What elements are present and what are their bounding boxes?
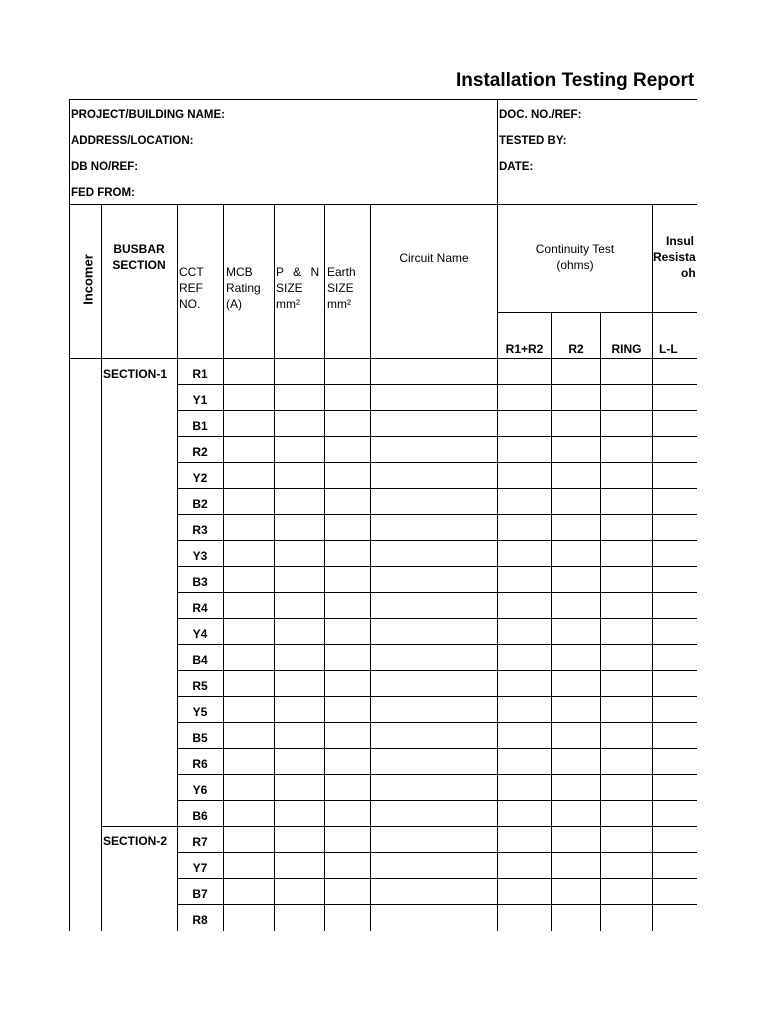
incomer-header: Incomer xyxy=(80,254,96,305)
busbar-header-1: BUSBAR xyxy=(113,242,165,256)
grid-line xyxy=(177,410,697,411)
grid-line xyxy=(177,204,178,931)
grid-line xyxy=(69,99,697,100)
grid-line xyxy=(177,852,697,853)
ring-header: RING xyxy=(611,342,642,356)
grid-line xyxy=(551,312,552,931)
cct-ref-cell: Y4 xyxy=(192,627,208,641)
grid-line xyxy=(600,312,601,931)
grid-line xyxy=(324,204,325,931)
project-label: PROJECT/BUILDING NAME: xyxy=(71,109,225,121)
cct-ref-cell: B2 xyxy=(192,497,208,511)
fed-from-label: FED FROM: xyxy=(71,187,135,199)
insulation-header-1: Insul xyxy=(666,234,695,248)
grid-line xyxy=(177,644,697,645)
cct-header-2: REF xyxy=(179,281,203,295)
grid-line xyxy=(177,826,697,827)
cct-ref-cell: Y1 xyxy=(192,393,208,407)
continuity-header-2: (ohms) xyxy=(556,258,594,272)
ll-header: L-L xyxy=(659,342,678,356)
earth-header-2: SIZE xyxy=(327,281,354,295)
date-label: DATE: xyxy=(499,161,534,173)
doc-ref-label: DOC. NO./REF: xyxy=(499,109,582,121)
pn-header-1: P & N xyxy=(276,265,320,279)
address-label: ADDRESS/LOCATION: xyxy=(71,135,194,147)
grid-line xyxy=(101,826,177,827)
grid-line xyxy=(177,462,697,463)
mcb-header-1: MCB xyxy=(226,265,253,279)
cct-ref-cell: B7 xyxy=(192,887,208,901)
r2-header: R2 xyxy=(568,342,584,356)
grid-line xyxy=(177,618,697,619)
cct-ref-cell: R5 xyxy=(192,679,208,693)
cct-ref-cell: Y3 xyxy=(192,549,208,563)
mcb-header-2: Rating xyxy=(226,281,261,295)
db-label: DB NO/REF: xyxy=(71,161,139,173)
grid-line xyxy=(177,800,697,801)
earth-header-3: mm² xyxy=(327,297,351,311)
cct-ref-cell: R2 xyxy=(192,445,208,459)
insulation-header-2: Resista xyxy=(653,250,696,264)
grid-line xyxy=(177,436,697,437)
cct-ref-cell: R4 xyxy=(192,601,208,615)
grid-line xyxy=(274,204,275,931)
grid-line xyxy=(177,592,697,593)
cct-ref-cell: Y5 xyxy=(192,705,208,719)
section-1-label: SECTION-1 xyxy=(103,367,168,381)
cct-ref-cell: R8 xyxy=(192,913,208,927)
grid-line xyxy=(177,696,697,697)
cct-header-1: CCT xyxy=(179,265,204,279)
grid-line xyxy=(69,204,697,205)
cct-ref-cell: B1 xyxy=(192,419,208,433)
cct-ref-cell: R6 xyxy=(192,757,208,771)
earth-header-1: Earth xyxy=(327,265,356,279)
cct-ref-cell: R1 xyxy=(192,367,208,381)
grid-line xyxy=(177,774,697,775)
grid-line xyxy=(177,488,697,489)
grid-line xyxy=(177,540,697,541)
grid-line xyxy=(101,204,102,931)
cct-ref-cell: R7 xyxy=(192,835,208,849)
mcb-header-3: (A) xyxy=(226,297,242,311)
grid-line xyxy=(69,358,697,359)
cct-ref-cell: B4 xyxy=(192,653,208,667)
grid-line xyxy=(69,99,70,931)
tested-by-label: TESTED BY: xyxy=(499,135,567,147)
cct-ref-cell: B3 xyxy=(192,575,208,589)
grid-line xyxy=(652,204,653,931)
busbar-header-2: SECTION xyxy=(112,258,166,272)
grid-line xyxy=(370,204,371,931)
grid-line xyxy=(177,878,697,879)
grid-line xyxy=(497,99,498,358)
r1r2-header: R1+R2 xyxy=(505,342,544,356)
cct-ref-cell: B5 xyxy=(192,731,208,745)
pn-header-3: mm² xyxy=(276,297,300,311)
pn-header-2: SIZE xyxy=(276,281,303,295)
grid-line xyxy=(177,384,697,385)
cct-header-3: NO. xyxy=(179,297,201,311)
cct-ref-cell: Y7 xyxy=(192,861,208,875)
grid-line xyxy=(177,670,697,671)
cct-ref-cell: Y6 xyxy=(192,783,208,797)
grid-line xyxy=(177,566,697,567)
grid-line xyxy=(497,312,697,313)
grid-line xyxy=(223,204,224,931)
section-2-label: SECTION-2 xyxy=(103,834,168,848)
cct-ref-cell: B6 xyxy=(192,809,208,823)
cct-ref-cell: Y2 xyxy=(192,471,208,485)
grid-line xyxy=(177,722,697,723)
grid-line xyxy=(177,748,697,749)
grid-line xyxy=(177,514,697,515)
circuit-name-header: Circuit Name xyxy=(399,251,469,265)
insulation-header-3: oh xyxy=(681,266,696,280)
grid-line xyxy=(177,904,697,905)
continuity-header-1: Continuity Test xyxy=(535,242,615,256)
report-title: Installation Testing Report xyxy=(456,70,695,91)
cct-ref-cell: R3 xyxy=(192,523,208,537)
